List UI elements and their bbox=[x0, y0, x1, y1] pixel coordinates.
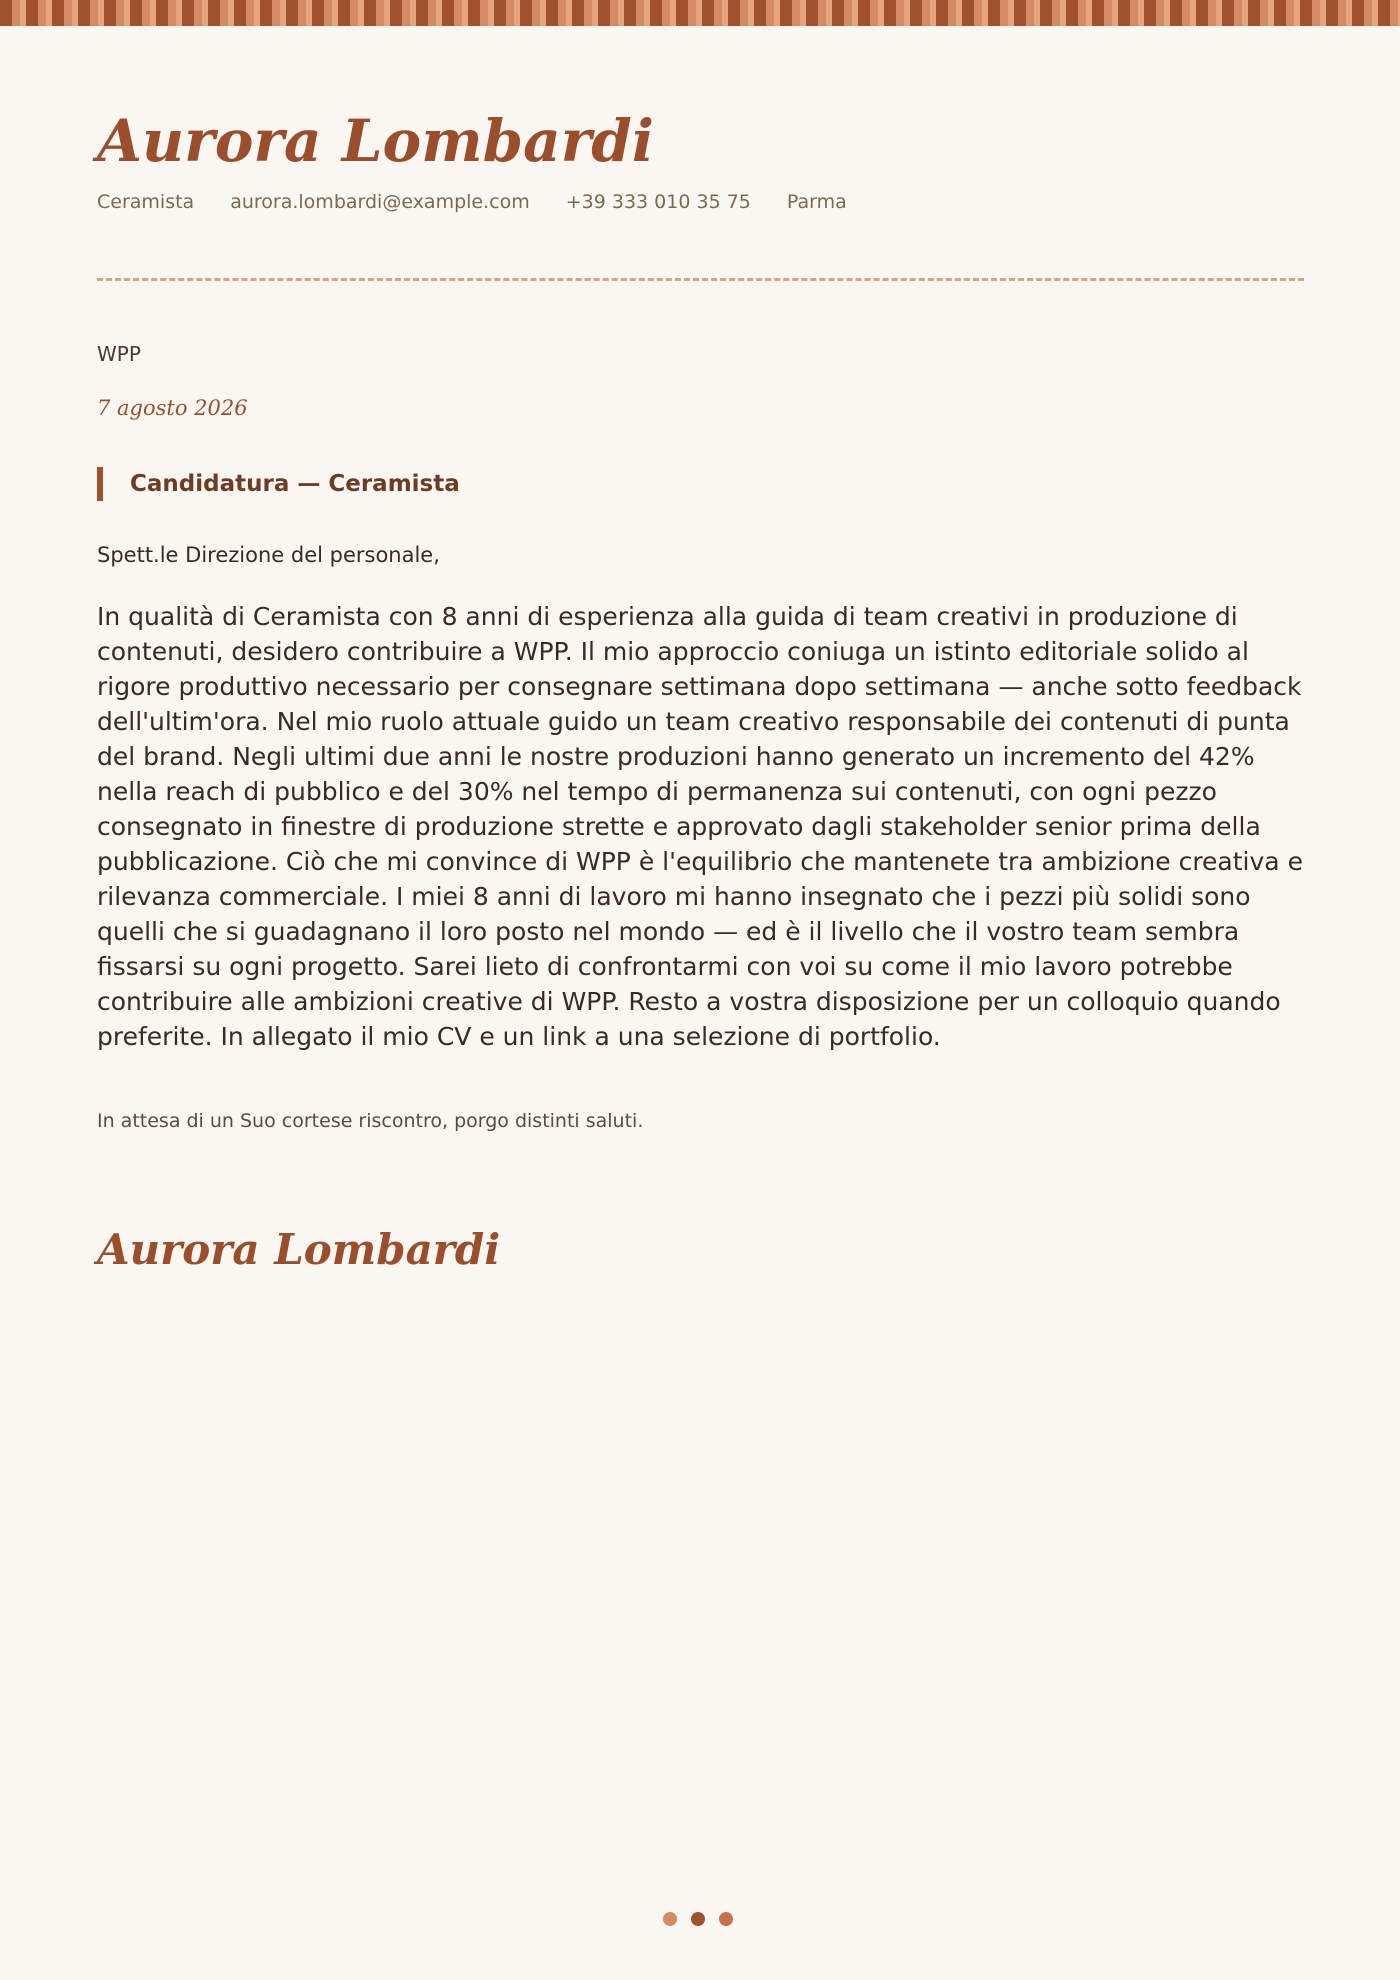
dot-3 bbox=[719, 1912, 733, 1926]
contact-email: aurora.lombardi@example.com bbox=[230, 191, 530, 213]
letter-date: 7 agosto 2026 bbox=[97, 396, 248, 420]
signature: Aurora Lombardi bbox=[97, 1225, 501, 1274]
salutation: Spett.le Direzione del personale, bbox=[97, 543, 440, 567]
contact-role: Ceramista bbox=[97, 191, 195, 213]
applicant-name: Aurora Lombardi bbox=[97, 107, 654, 175]
decorative-top-band bbox=[0, 0, 1400, 26]
contact-info-row bbox=[97, 190, 1304, 214]
dot-1 bbox=[663, 1912, 677, 1926]
decorative-dots bbox=[663, 1912, 733, 1926]
contact-phone: +39 333 010 35 75 bbox=[565, 191, 751, 213]
contact-city: Parma bbox=[786, 191, 847, 213]
letter-subject: Candidatura — Ceramista bbox=[97, 467, 1304, 501]
dashed-divider bbox=[97, 278, 1304, 281]
cover-letter-page bbox=[97, 26, 1304, 1276]
closing-line: In attesa di un Suo cortese riscontro, porgo distinti saluti. bbox=[97, 1110, 644, 1132]
dot-2 bbox=[691, 1912, 705, 1926]
letter-body: In qualità di Ceramista con 8 anni di esperienza alla guida di team creativi in produzione di contenuti, desidero contribuire a WPP. Il mio approccio coniuga un istinto editoriale solido al rigore produttivo necessario per consegnare settimana dopo settimana — anche sotto feedback dell'ultim'ora. Nel mio ruolo attuale guido un team creativo responsabile dei contenuti di punta del brand. Negli ultimi due anni le nostre produzioni hanno generato un incremento del 42% nella reach di pubblico e del 30% nel tempo di permanenza sui contenuti, con ogni pezzo consegnato in finestre di produzione strette e approvato dagli stakeholder senior prima della pubblicazione. Ciò che mi convince di WPP è l'equilibrio che mantenete tra ambizione creativa e rilevanza commerciale. I miei 8 anni di lavoro mi hanno insegnato che i pezzi più solidi sono quelli che si guadagnano il loro posto nel mondo — ed è il livello che il vostro team sembra fissarsi su ogni progetto. Sarei lieto di confrontarmi con voi su come il mio lavoro potrebbe contribuire alle ambizioni creative di WPP. Resto a vostra disposizione per un colloquio quando preferite. In allegato il mio CV e un link a una selezione di portfolio. bbox=[97, 602, 1303, 1051]
recipient: WPP bbox=[97, 342, 141, 366]
